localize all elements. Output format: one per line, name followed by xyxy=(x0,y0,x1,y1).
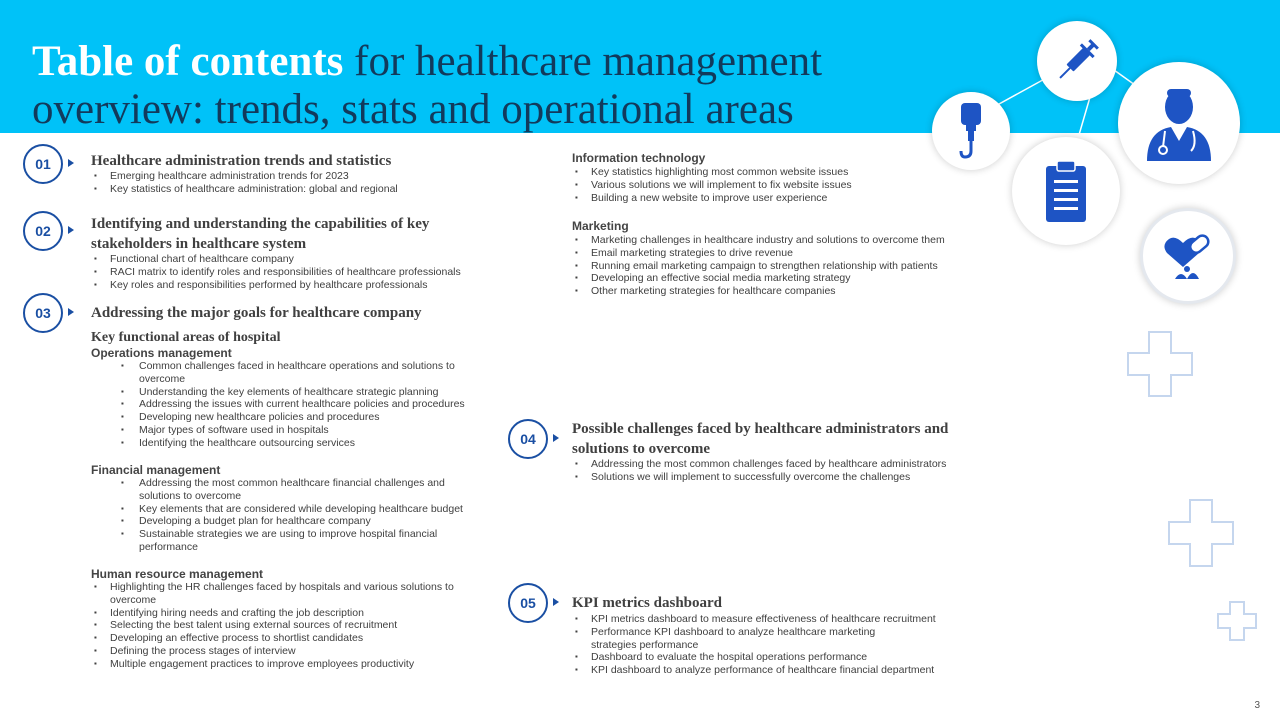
medical-cross-icon xyxy=(1217,601,1257,641)
list-item: ▪ Addressing the most common healthcare financial challenges and solutions to overcome xyxy=(91,477,466,503)
list-item: ▪ KPI metrics dashboard to measure effectiveness of healthcare recruitment xyxy=(572,613,912,626)
section-02-heading: Identifying and understanding the capabilities of key stakeholders in healthcare system xyxy=(91,216,430,252)
marketing-list xyxy=(572,234,992,298)
list-item: ▪ Other marketing strategies for healthcare companies xyxy=(572,285,992,298)
section-05-list xyxy=(572,613,936,677)
clipboard-circle xyxy=(1012,137,1120,245)
operations-management-title: Operations management xyxy=(91,346,232,360)
information-technology-list xyxy=(572,166,992,204)
list-item: ▪ Selecting the best talent using external sources of recruitment xyxy=(91,619,466,632)
list-item: ▪ Developing new healthcare policies and procedures xyxy=(91,411,466,424)
doctor-circle xyxy=(1118,62,1240,184)
list-item: ▪ Sustainable strategies we are using to improve hospital financial performance xyxy=(91,528,466,554)
list-item: ▪ RACI matrix to identify roles and responsibilities of healthcare professionals xyxy=(91,266,491,279)
section-04-number: 04 xyxy=(508,419,548,459)
operations-list xyxy=(91,360,466,450)
list-item: ▪ Major types of software used in hospitals xyxy=(91,424,466,437)
list-item: ▪ Developing an effective social media marketing strategy xyxy=(572,272,992,285)
iv-drip-icon xyxy=(951,101,991,161)
list-item: ▪ Key statistics highlighting most common website issues xyxy=(572,166,992,179)
pills-circle xyxy=(1140,208,1236,304)
section-02-list xyxy=(91,253,491,291)
list-item: ▪ Common challenges faced in healthcare operations and solutions to overcome xyxy=(91,360,466,386)
key-functional-areas-title: Key functional areas of hospital xyxy=(91,330,281,345)
list-item: ▪ Key statistics of healthcare administration: global and regional xyxy=(91,183,491,196)
page-number: 3 xyxy=(1254,700,1260,711)
list-item: ▪ KPI dashboard to analyze performance of healthcare financial department xyxy=(572,664,912,677)
information-technology-title: Information technology xyxy=(572,151,706,165)
list-item: ▪ Key roles and responsibilities performed by healthcare professionals xyxy=(91,279,491,292)
list-item: ▪ Highlighting the HR challenges faced by hospitals and various solutions to overcome xyxy=(91,581,466,607)
section-03-arrow xyxy=(68,308,74,316)
section-03-number: 03 xyxy=(23,293,63,333)
section-04-list xyxy=(572,458,992,484)
section-05-number: 05 xyxy=(508,583,548,623)
section-01-arrow xyxy=(68,159,74,167)
list-item: ▪ Emerging healthcare administration trends for 2023 xyxy=(91,170,491,183)
list-item: ▪ Solutions we will implement to successfully overcome the challenges xyxy=(572,471,992,484)
list-item: ▪ Email marketing strategies to drive revenue xyxy=(572,247,992,260)
medical-cross-icon xyxy=(1127,331,1193,397)
title-highlight: Table of contents xyxy=(32,38,344,85)
doctor-icon xyxy=(1139,83,1219,163)
title-rest: for healthcare management overview: trends, stats and operational areas xyxy=(32,38,823,133)
list-item: ▪ Addressing the most common challenges faced by healthcare administrators xyxy=(572,458,992,471)
section-02-number: 02 xyxy=(23,211,63,251)
list-item: ▪ Dashboard to evaluate the hospital operations performance xyxy=(572,651,912,664)
section-03-heading: Addressing the major goals for healthcare company xyxy=(91,305,422,321)
list-item: ▪ Defining the process stages of interview xyxy=(91,645,466,658)
pills-icon xyxy=(1161,231,1215,281)
hr-management-title: Human resource management xyxy=(91,567,264,581)
clipboard-icon xyxy=(1041,158,1091,224)
financial-list xyxy=(91,477,466,554)
hr-list xyxy=(91,581,466,671)
marketing-title: Marketing xyxy=(572,219,629,233)
list-item: ▪ Functional chart of healthcare company xyxy=(91,253,491,266)
list-item: ▪ Developing an effective process to shortlist candidates xyxy=(91,632,466,645)
section-05-arrow xyxy=(553,598,559,606)
medical-cross-icon xyxy=(1168,499,1234,567)
section-02-arrow xyxy=(68,226,74,234)
list-item: ▪ Building a new website to improve user experience xyxy=(572,192,992,205)
list-item: ▪ Understanding the key elements of healthcare strategic planning xyxy=(91,386,466,399)
section-01-number: 01 xyxy=(23,144,63,184)
list-item: ▪ Addressing the issues with current healthcare policies and procedures xyxy=(91,398,466,411)
section-01-heading: Healthcare administration trends and statistics xyxy=(91,153,392,169)
list-item: ▪ Performance KPI dashboard to analyze healthcare marketing strategies performance xyxy=(572,626,912,652)
list-item: ▪ Various solutions we will implement to fix website issues xyxy=(572,179,992,192)
financial-management-title: Financial management xyxy=(91,463,221,477)
list-item: ▪ Key elements that are considered while developing healthcare budget xyxy=(91,503,466,516)
list-item: ▪ Identifying hiring needs and crafting the job description xyxy=(91,607,466,620)
syringe-icon xyxy=(1051,35,1103,87)
iv-circle xyxy=(932,92,1010,170)
section-04-heading: Possible challenges faced by healthcare administrators and solutions to overcome xyxy=(572,421,949,457)
list-item: ▪ Developing a budget plan for healthcare company xyxy=(91,515,466,528)
list-item: ▪ Identifying the healthcare outsourcing services xyxy=(91,437,466,450)
syringe-circle xyxy=(1037,21,1117,101)
page-title xyxy=(32,38,912,134)
section-04-arrow xyxy=(553,434,559,442)
section-05-heading: KPI metrics dashboard xyxy=(572,595,722,611)
list-item: ▪ Marketing challenges in healthcare industry and solutions to overcome them xyxy=(572,234,992,247)
list-item: ▪ Multiple engagement practices to improve employees productivity xyxy=(91,658,466,671)
list-item: ▪ Running email marketing campaign to strengthen relationship with patients xyxy=(572,260,992,273)
section-01-list xyxy=(91,170,491,196)
